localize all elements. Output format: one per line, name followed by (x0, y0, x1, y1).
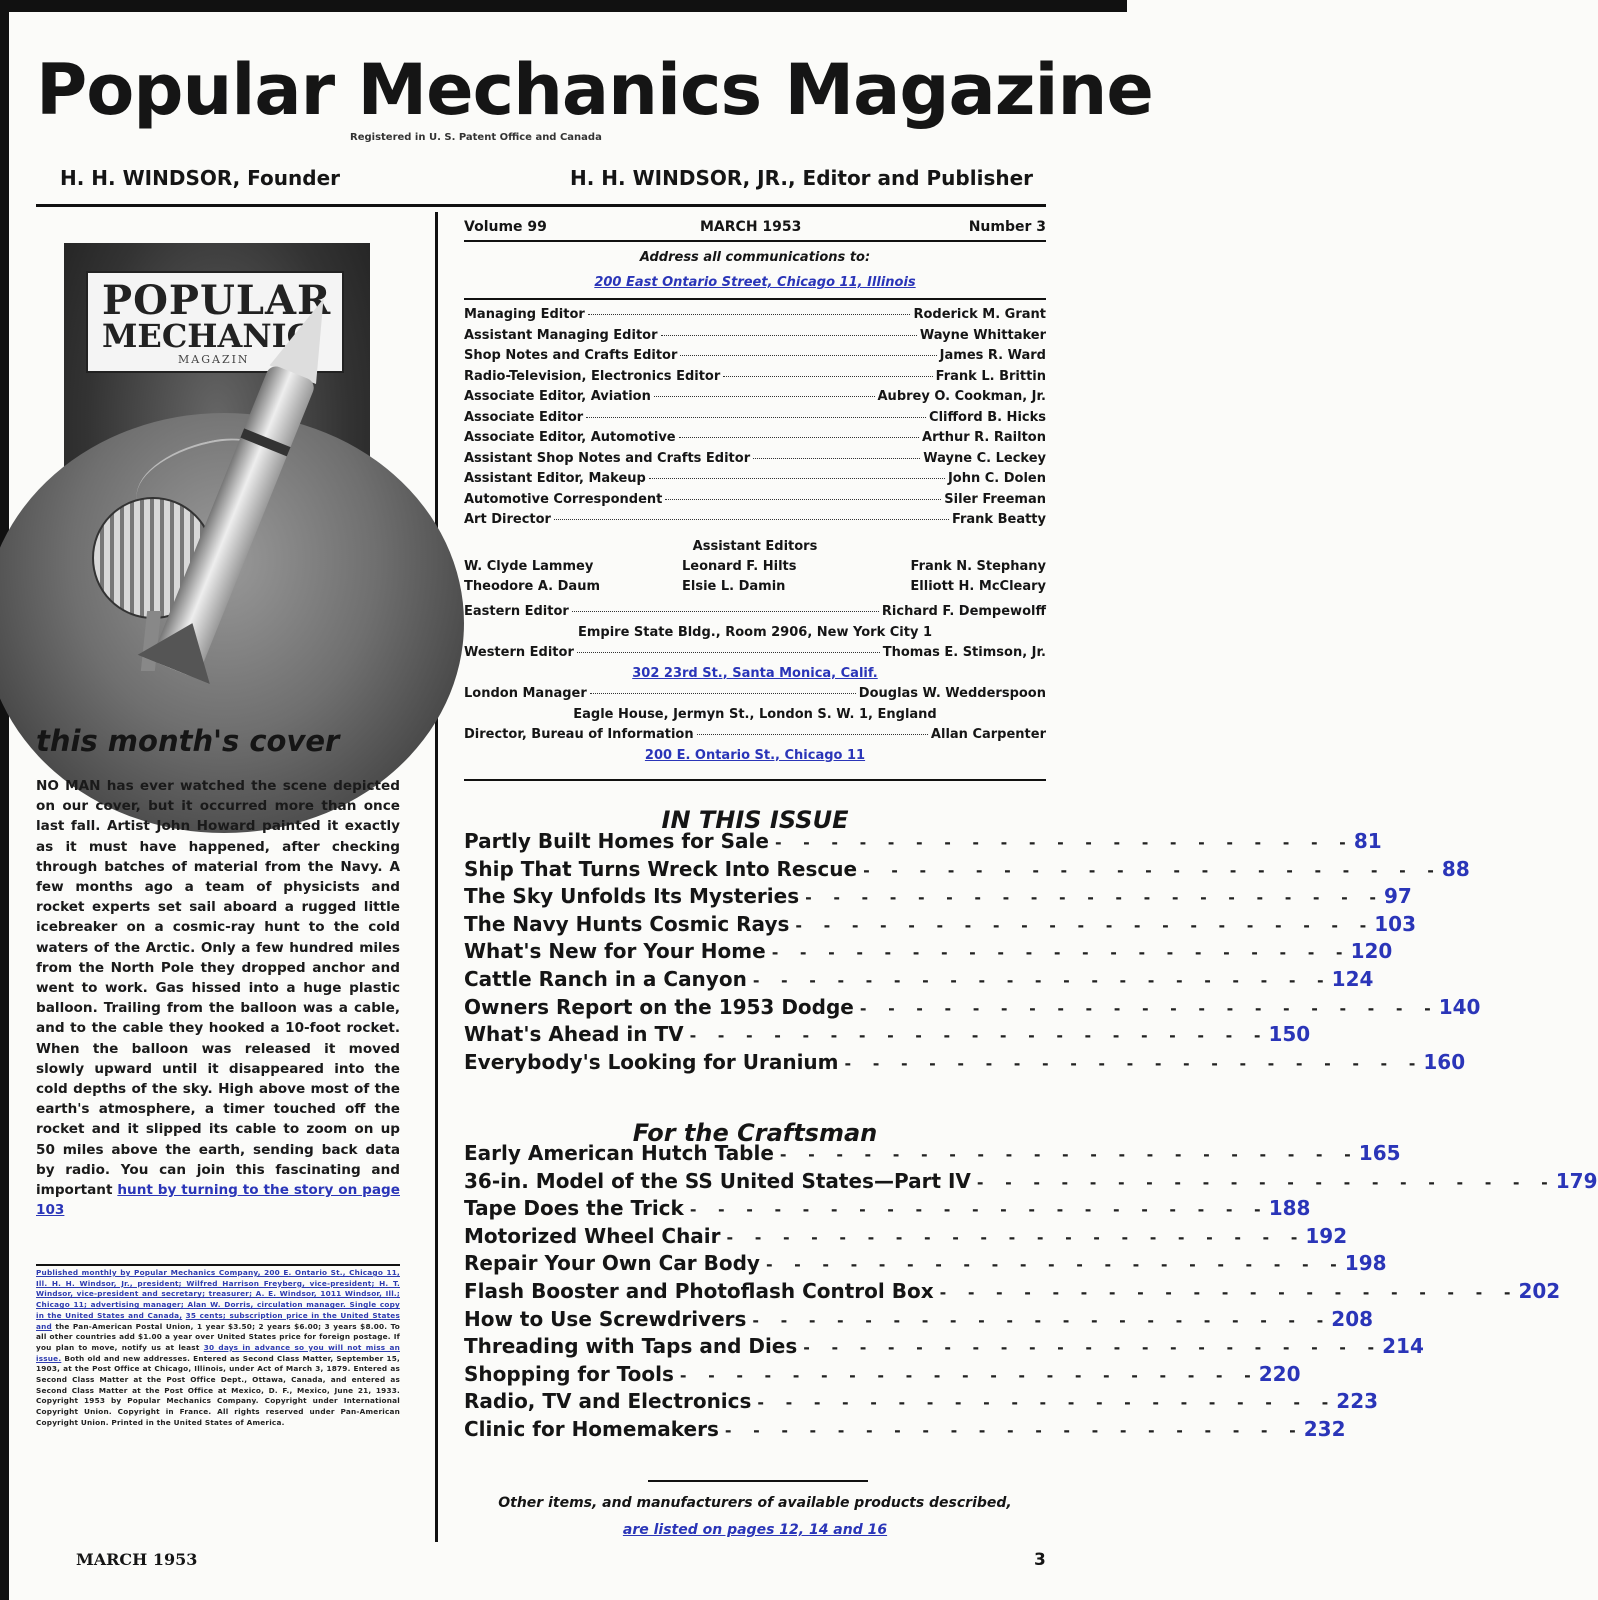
toc-item[interactable] (464, 1049, 1466, 1078)
craftsman-heading: For the Craftsman (632, 1119, 878, 1147)
staff-role: Associate Editor, Automotive (464, 430, 676, 445)
toc-title: Repair Your Own Car Body (464, 1251, 760, 1276)
toc-item[interactable] (464, 994, 1481, 1023)
staff-role: Radio-Television, Electronics Editor (464, 368, 721, 384)
toc-leader: - - - - - - - - - - - - - - - - - - - - - (689, 1200, 1269, 1220)
toc-page-number: 208 (1331, 1306, 1374, 1331)
other-items-pages[interactable]: are listed on pages 12, 14 and 16 (622, 1522, 888, 1538)
craftsman-list (464, 1141, 1598, 1445)
publication-rule (36, 1264, 400, 1266)
toc-page-number: 192 (1305, 1223, 1348, 1248)
toc-page-number: 120 (1350, 939, 1393, 964)
toc-item[interactable] (464, 966, 1374, 995)
toc-item[interactable] (464, 1334, 1424, 1362)
toc-title: The Sky Unfolds Its Mysteries (464, 884, 800, 909)
toc-leader: - - - - - - - - - - - - - - - - - - - - - (689, 1026, 1269, 1046)
toc-title: Flash Booster and Photoflash Control Box (464, 1278, 934, 1303)
toc-title: 36-in. Model of the SS United States—Part IV (464, 1168, 971, 1193)
toc-page-number: 97 (1383, 884, 1412, 909)
toc-title: Threading with Taps and Dies (464, 1334, 798, 1359)
footer-date: MARCH 1953 (76, 1550, 198, 1569)
toc-leader: - - - - - - - - - - - - - - - - - - - - - (752, 1310, 1332, 1330)
toc-title: Ship That Turns Wreck Into Rescue (464, 856, 858, 881)
toc-item[interactable] (464, 884, 1412, 912)
page-number: 3 (1034, 1550, 1046, 1570)
magazine-title: Popular Mechanics Magazine (36, 49, 1153, 131)
toc-item[interactable] (464, 1251, 1387, 1279)
toc-leader: - - - - - - - - - - - - - - - - - - - - - (795, 915, 1375, 935)
staff-row (464, 492, 1046, 513)
staff-role: Associate Editor, Aviation (464, 389, 651, 404)
toc-item[interactable] (464, 1223, 1348, 1252)
toc-page-number: 179 (1555, 1168, 1598, 1193)
toc-page-number: 88 (1441, 856, 1470, 881)
toc-leader: - - - - - - - - - - - - - - - - - - - - - (779, 1145, 1359, 1164)
in-this-issue-heading: IN THIS ISSUE (661, 806, 849, 834)
staff-name: Clifford B. Hicks (929, 409, 1046, 425)
toc-leader: - - - - - - - - - - - - - - - - - - - - - (976, 1172, 1556, 1192)
toc-page-number: 223 (1336, 1389, 1379, 1414)
toc-page-number: 198 (1344, 1251, 1387, 1276)
toc-item[interactable] (464, 1022, 1311, 1050)
staff-row: Eastern Editor Richard F. Dempewolff (464, 604, 1046, 619)
staff-row: London Manager Douglas W. Wedderspoon (464, 686, 1046, 701)
toc-page-number: 188 (1268, 1196, 1311, 1221)
toc-page-number: 214 (1382, 1334, 1424, 1359)
staff-row (464, 369, 1046, 390)
address-label: Address all communications to: (639, 250, 871, 265)
staff-name: Siler Freeman (944, 491, 1046, 507)
volume-label: Volume 99 (464, 219, 547, 235)
toc-item[interactable] (464, 1416, 1346, 1445)
staff-row (464, 410, 1046, 431)
staff-role: Shop Notes and Crafts Editor (464, 348, 678, 363)
toc-title: Everybody's Looking for Uranium (464, 1049, 839, 1074)
staff-role: Art Director (464, 512, 551, 527)
toc-leader: - - - - - - - - - - - - - - - - - - - - - (752, 970, 1332, 990)
staff-name: Roderick M. Grant (913, 307, 1046, 322)
toc-item[interactable] (464, 1278, 1561, 1307)
toc-leader: - - - - - - - - - - - - - - - - - - - - - (765, 1255, 1345, 1275)
toc-item[interactable] (464, 911, 1416, 940)
staff-row (464, 348, 1046, 369)
toc-page-number: 150 (1268, 1022, 1311, 1047)
staff-row (464, 471, 1046, 492)
toc-leader: - - - - - - - - - - - - - - - - - - - - - (771, 943, 1351, 963)
cover-description (36, 776, 400, 1220)
toc-leader: - - - - - - - - - - - - - - - - - - - - - (805, 888, 1384, 908)
registered-notice: Registered in U. S. Patent Office and Canada (350, 132, 602, 143)
toc-title: Partly Built Homes for Sale (464, 829, 769, 853)
cover-heading: this month's cover (36, 724, 340, 758)
toc-item[interactable] (464, 1306, 1374, 1335)
address[interactable]: 200 East Ontario Street, Chicago 11, Illinois (594, 275, 916, 290)
assistant-editors: W. Clyde Lammey Leonard F. Hilts Frank N. Stephany Theodore A. Daum Elsie L. Damin Elliott H. McCleary (464, 559, 1046, 594)
toc-page-number: 232 (1303, 1416, 1346, 1441)
toc-leader: - - - - - - - - - - - - - - - - - - - - - (844, 1053, 1424, 1073)
toc-item[interactable] (464, 1389, 1379, 1417)
toc-title: Motorized Wheel Chair (464, 1223, 721, 1248)
toc-page-number: 140 (1438, 994, 1481, 1019)
toc-item[interactable] (464, 1361, 1301, 1390)
left-border (0, 12, 9, 1600)
staff-row (464, 430, 1046, 451)
staff-name: John C. Dolen (947, 471, 1046, 486)
toc-leader: - - - - - - - - - - - - - - - - - - - - - (757, 1393, 1337, 1413)
staff-role: Assistant Shop Notes and Crafts Editor (464, 450, 751, 466)
toc-leader: - - - - - - - - - - - - - - - - - - - - - (724, 1420, 1304, 1440)
toc-title: Clinic for Homemakers (464, 1416, 719, 1441)
toc-leader: - - - - - - - - - - - - - - - - - - - - - (803, 1338, 1383, 1358)
staff-name: Frank Beatty (951, 512, 1046, 527)
in-this-issue-list (464, 829, 1481, 1077)
staff-role: Automotive Correspondent (464, 491, 663, 507)
toc-title: How to Use Screwdrivers (464, 1306, 747, 1331)
staff-row (464, 389, 1046, 410)
toc-page-number: 160 (1423, 1049, 1466, 1074)
staff-role: Associate Editor (464, 409, 584, 425)
toc-leader: - - - - - - - - - - - - - - - - - - - - - (679, 1365, 1259, 1385)
staff-name: Arthur R. Railton (922, 430, 1046, 445)
staff-row (464, 307, 1046, 328)
toc-item[interactable] (464, 1168, 1598, 1197)
cover-logo: POPULAR MECHANIC MAGAZIN (86, 271, 344, 373)
staff-name: Frank L. Brittin (935, 368, 1046, 384)
toc-title: What's New for Your Home (464, 939, 766, 964)
toc-leader: - - - - - - - - - - - - - - - - - - - - - (859, 998, 1439, 1018)
toc-item[interactable] (464, 1196, 1311, 1224)
toc-item[interactable] (464, 829, 1382, 857)
toc-leader: - - - - - - - - - - - - - - - - - - - - - (863, 860, 1442, 880)
staff-row (464, 451, 1046, 472)
toc-page-number: 103 (1374, 911, 1416, 936)
cover-text-body: NO MAN has ever watched the scene depicted on our cover, but it occurred more than once last fall. Artist John Howard painted it exactly as it must have happened, after checking through batches of material from the Navy. A few months ago a team of physicists and rocket experts set sail aboard a rugged little icebreaker on a cosmic-ray hunt to the cold waters of the Arctic. Only a few hundred miles from the North Pole they dropped anchor and went to work. Gas hissed into a huge plastic balloon. Trailing from the balloon was a cable, and to the cable they hooked a 10-foot rocket. When the balloon was released it moved slowly upward until it disappeared into the cold depths of the sky. High above most of the earth's atmosphere, a timer touched off the rocket and it slipped its cable to zoom on up 50 miles above the earth, sending back data by radio. You can join this fascinating and important (36, 778, 400, 1199)
staff-row: Western Editor Thomas E. Stimson, Jr. (464, 645, 1046, 660)
staff-name: Aubrey O. Cookman, Jr. (877, 389, 1046, 404)
cover-image (64, 243, 370, 693)
issue-number: Number 3 (968, 219, 1046, 235)
staff-row (464, 512, 1046, 533)
toc-title: Tape Does the Trick (464, 1196, 684, 1221)
toc-item[interactable] (464, 1141, 1401, 1169)
toc-title: Owners Report on the 1953 Dodge (464, 994, 854, 1019)
editor-credit: H. H. WINDSOR, JR., Editor and Publisher (570, 166, 1034, 190)
staff-name: James R. Ward (939, 348, 1046, 363)
assistant-editors-heading: Assistant Editors (692, 539, 818, 554)
toc-leader: - - - - - - - - - - - - - - - - - - - - - (726, 1227, 1306, 1247)
toc-title: The Navy Hunts Cosmic Rays (464, 911, 790, 936)
staff-list (464, 307, 1046, 533)
toc-page-number: 202 (1518, 1278, 1561, 1303)
toc-page-number: 165 (1358, 1141, 1401, 1165)
toc-title: Radio, TV and Electronics (464, 1389, 752, 1414)
toc-leader: - - - - - - - - - - - - - - - - - - - - - (774, 833, 1354, 852)
staff-name: Wayne C. Leckey (923, 450, 1046, 466)
toc-page-number: 81 (1353, 829, 1382, 853)
toc-item[interactable] (464, 939, 1393, 967)
toc-title: Early American Hutch Table (464, 1141, 774, 1165)
issue-month: MARCH 1953 (700, 219, 802, 235)
cover-story-link[interactable]: hunt by turning to the story on page 103 (36, 1182, 400, 1219)
staff-role: Assistant Editor, Makeup (464, 471, 646, 486)
toc-title: What's Ahead in TV (464, 1022, 684, 1047)
masthead-rule (36, 204, 1046, 207)
top-border (0, 0, 1127, 12)
founder-credit: H. H. WINDSOR, Founder (60, 166, 340, 190)
staff-role: Managing Editor (464, 307, 585, 322)
toc-page-number: 124 (1331, 966, 1374, 991)
toc-leader: - - - - - - - - - - - - - - - - - - - - - (939, 1282, 1519, 1302)
column-divider (435, 212, 438, 1542)
staff-row (464, 328, 1046, 349)
staff-name: Wayne Whittaker (919, 327, 1046, 343)
staff-row: Director, Bureau of Information Allan Carpenter (464, 727, 1046, 742)
publication-notice: Published monthly by Popular Mechanics Company, 200 E. Ontario St., Chicago 11, Ill. H. H. Windsor, Jr., president; Wilfred Harrison Freyberg, vice-president; H. T. Windsor, vice-president and secretary; treasurer; A. E. Windsor, 1011 Windsor, Ill.; Chicago 11; advertising manager; Alan W. Dorris, circulation manager. Single copy in the United States and Canada, 35 cents; subscription price in the United States and the Pan-American Postal Union, 1 year $3.50; 2 years $6.00; 3 years $8.00. To all other countries add $1.00 a year over United States price for foreign postage. If you plan to move, notify us at least 30 days in advance so you will not miss an issue. Both old and new addresses. Entered as Second Class Matter, September 15, 1903, at the Post Office at Chicago, Illinois, under Act of March 3, 1879. Entered as Second Class Matter at the Post Office Dept., Ottawa, Canada, and entered as Second Class Matter at the Post Office at Mexico, D. F., Mexico, June 21, 1933. Copyright 1953 by Popular Mechanics Company. Copyright under International Copyright Union. Copyright in France. All rights reserved under Pan-American Copyright Union. Printed in the United States of America. (36, 1268, 400, 1427)
toc-title: Cattle Ranch in a Canyon (464, 966, 747, 991)
staff-role: Assistant Managing Editor (464, 327, 658, 343)
toc-title: Shopping for Tools (464, 1361, 674, 1386)
other-items-note: Other items, and manufacturers of available products described, (498, 1495, 1012, 1511)
toc-item[interactable] (464, 856, 1470, 885)
regional-staff: Eastern Editor Richard F. Dempewolff Empire State Bldg., Room 2906, New York City 1 Western Editor Thomas E. Stimson, Jr. 302 23rd St., Santa Monica, Calif. London Manager Douglas W. Wedderspoon Eagle House, Jermyn St., London S. W. 1, England Director, Bureau of Information Allan Carpenter 200 E. Ontario St., Chicago 11 (464, 604, 1046, 763)
toc-page-number: 220 (1258, 1361, 1301, 1386)
